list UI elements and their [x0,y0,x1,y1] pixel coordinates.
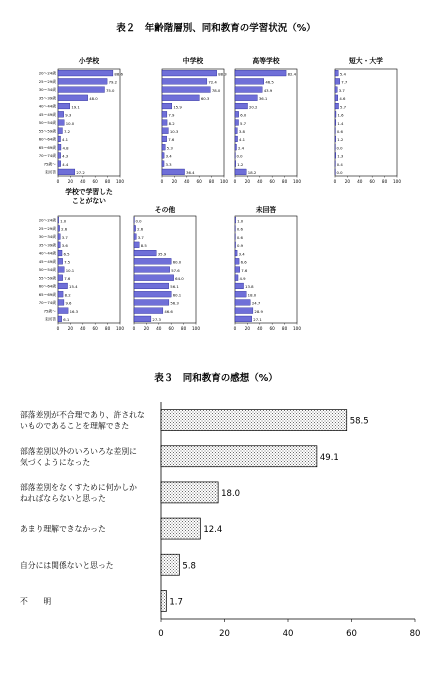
bar [162,153,164,159]
bar-value-label: 27.1 [253,317,262,323]
bar-value-label: 27.3 [152,317,161,323]
bar-value-label: 60.3 [200,96,210,102]
bar [58,234,60,240]
category-label: 35～39歳 [38,95,56,101]
panel-title: ことがない [72,197,106,205]
category-label: 60～64歳 [38,283,56,289]
bar-value-label: 9.3 [65,112,72,118]
x-tick-label: 20 [67,179,74,184]
bar-value-label: 1.2 [237,161,244,167]
bar-value-label: 3.3 [165,161,172,167]
x-tick-label: 100 [192,326,200,331]
x-tick-label: 60 [168,326,174,331]
bar [134,225,136,231]
bar-value-label: 82.4 [287,71,297,77]
bar [58,267,64,273]
bar [162,111,167,117]
panel-title: 短大・大学 [349,57,383,65]
panel-3 [234,56,302,184]
bar [235,111,239,117]
bar [335,78,340,84]
category-label: 70～74歳 [38,300,56,306]
bar [58,316,62,322]
x-tick-label: 20 [244,179,251,184]
x-tick-label: 60 [269,326,275,331]
bar [235,250,237,256]
bar [335,136,336,142]
x-tick-label: 60 [269,179,275,184]
bar-value-label: 6.1 [63,317,70,323]
bar-value-label: 4.1 [62,137,69,143]
x-tick-label: 100 [220,179,228,184]
bar-value-label: 15.4 [69,284,78,290]
x-tick-label: 100 [116,326,124,331]
bar-value-label: 2.4 [237,145,245,151]
x-tick-label: 0 [158,629,164,639]
x-tick-label: 0 [333,179,337,184]
bar [335,70,338,76]
bar [58,111,64,117]
x-tick-label: 40 [257,179,263,184]
bar [58,250,62,256]
x-tick-label: 40 [282,629,294,639]
x-tick-label: 0 [160,179,164,184]
bar-value-label: 0.0 [336,145,343,151]
bar [134,242,139,248]
bar [162,120,167,126]
bar-value-label: 0.6 [336,129,343,135]
x-tick-label: 80 [104,326,111,331]
bar-value-label: 78.0 [211,87,221,93]
x-tick-label: 100 [116,179,124,184]
bar-value-label: 7.6 [241,267,248,273]
bar [58,300,64,306]
bar-value-label: 18.0 [247,292,257,298]
x-tick-label: 20 [244,326,251,331]
bar [235,169,246,175]
bar-value-label: 57.6 [171,267,180,273]
bar-value-label: 10.3 [169,129,179,135]
bar [58,242,60,248]
category-label: 未回答 [44,169,56,175]
bar-value-label: 1.7 [169,597,183,608]
bar [235,300,250,306]
category-label: 25～29歳 [38,78,56,84]
bar-value-label: 3.7 [338,87,345,93]
bar [58,87,105,93]
x-tick-label: 40 [184,179,190,184]
panel-title: 学校で学習した [65,188,113,196]
table2-title: 表２ 年齢階層別、同和教育の学習状況（%） [116,23,316,34]
bar [335,153,336,159]
category-label: 30～34歳 [38,87,56,93]
bar-value-label: 10.0 [65,120,75,126]
bar [235,103,248,109]
bar-value-label: 4.8 [62,145,69,151]
bar [235,217,236,223]
bar [162,103,172,109]
x-tick-label: 100 [293,179,301,184]
x-tick-label: 100 [293,326,301,331]
bar-value-label: 46.6 [164,308,173,314]
bar-value-label: 8.2 [64,292,71,298]
bar [235,144,236,150]
bar-value-label: 35.9 [157,251,167,257]
bar [235,78,264,84]
bar [161,482,218,503]
bar-value-label: 5.4 [339,71,346,77]
bar-value-label: 1.4 [337,120,344,126]
bar-value-label: 58.5 [349,416,369,427]
bar-value-label: 8.2 [168,120,175,126]
category-label: 30～34歳 [38,234,56,240]
bar [161,446,317,467]
bar-value-label: 56.3 [170,300,179,306]
bar [335,111,336,117]
bar-value-label: 9.6 [65,300,72,306]
category-label: いものであることを理解できた [20,421,130,431]
category-label: 50～54歳 [38,267,56,273]
bar [162,70,217,76]
panel-7 [234,205,302,331]
bar-value-label: 48.0 [89,96,98,102]
category-label: 70～74歳 [38,153,56,159]
bar-value-label: 6.5 [63,251,70,257]
panel-frame [335,69,397,176]
bar [235,275,238,281]
bar [58,70,113,76]
x-tick-label: 100 [393,179,401,184]
bar [235,95,257,101]
bar-value-label: 4.4 [62,161,69,167]
panel-4 [334,56,402,184]
bar [134,300,169,306]
bar-value-label: 1.6 [337,112,344,118]
bar [58,217,59,223]
x-tick-label: 80 [208,179,215,184]
bar-value-label: 18.2 [247,170,257,176]
category-label: 部落差別が不合理であり、許されな [20,410,145,420]
bar-value-label: 3.4 [165,153,172,159]
category-label: ねればならないと思った [20,493,106,503]
x-tick-label: 40 [80,179,86,184]
bar [58,291,63,297]
x-tick-label: 0 [56,326,60,331]
bar [134,250,156,256]
bar [235,316,252,322]
bar-value-label: 2.6 [61,226,68,232]
bar-value-label: 15.9 [173,104,182,110]
bar-value-label: 0.0 [336,170,343,176]
x-tick-label: 60 [369,179,375,184]
bar [162,144,165,150]
bar-value-label: 60.1 [172,292,182,298]
bar-value-label: 24.7 [251,300,261,306]
bar-value-label: 6.6 [240,259,247,265]
bar [134,291,171,297]
bar [235,258,239,264]
bar [235,267,240,273]
category-label: 75歳～ [43,161,56,167]
category-label: 気づくようになった [20,457,91,467]
bar-value-label: 5.7 [340,104,347,110]
bar [235,128,237,134]
bar-value-label: 4.9 [239,276,246,282]
bar-value-label: 7.2 [63,129,71,135]
bar [134,258,171,264]
category-label: 20～24歳 [38,70,56,76]
x-tick-label: 80 [180,326,187,331]
x-tick-label: 0 [233,326,237,331]
bar-value-label: 1.2 [337,137,344,143]
bar [162,95,199,101]
bar [161,590,166,611]
bar-value-label: 13.8 [245,284,254,290]
bar-value-label: 3.7 [61,234,68,240]
bar-value-label: 46.5 [265,79,274,85]
bar-value-label: 2.6 [137,226,144,232]
x-tick-label: 0 [233,179,237,184]
category-label: 45～49歳 [38,111,56,117]
bar-value-label: 1.0 [237,218,244,224]
x-tick-label: 20 [219,629,230,639]
bar-value-label: 8.5 [140,243,147,249]
panel-1 [39,56,125,184]
bar [235,291,246,297]
bar-value-label: 0.6 [236,226,243,232]
category-label: 45～49歳 [38,258,56,264]
bar [134,316,151,322]
category-label: 75歳～ [43,308,56,314]
bar-value-label: 79.2 [108,79,118,85]
category-label: あまり理解できなかった [20,524,106,534]
bar [162,169,185,175]
table3-chart [20,402,420,639]
bar-value-label: 3.4 [238,251,245,257]
bar-value-label: 16.3 [69,308,79,314]
bar [134,267,170,273]
bar-value-label: 1.0 [60,218,67,224]
bar-value-label: 1.3 [337,153,344,159]
category-label: 60～64歳 [38,136,56,142]
bar [235,161,236,167]
bar [58,120,64,126]
panel-title: 高等学校 [252,57,280,65]
panel-2 [161,56,229,184]
panel-title: その他 [154,206,176,214]
category-label: 自分には関係ないと思った [20,560,114,570]
bar [58,128,62,134]
bar [235,136,238,142]
bar [161,518,200,539]
category-label: 55～59歳 [38,275,56,281]
bar [161,554,179,575]
bar-value-label: 36.4 [186,170,195,176]
bar [134,308,163,314]
category-label: 50～54歳 [38,120,56,126]
bar-value-label: 43.9 [263,87,273,93]
bar [134,234,136,240]
bar [58,153,61,159]
x-tick-label: 60 [92,326,98,331]
category-label: 40～44歳 [38,103,56,109]
x-tick-label: 40 [156,326,162,331]
bar [58,275,63,281]
x-tick-label: 20 [171,179,178,184]
category-label: 65～69歳 [38,291,56,297]
bar [235,70,286,76]
bar-value-label: 4.3 [62,153,69,159]
x-tick-label: 40 [257,326,263,331]
bar [58,225,60,231]
bar [58,308,68,314]
category-label: 20～24歳 [38,217,56,223]
bar-value-label: 88.6 [114,71,123,77]
bar-value-label: 56.1 [170,284,179,290]
x-tick-label: 80 [104,179,111,184]
bar-value-label: 88.3 [218,71,227,77]
bar [235,283,244,289]
x-tick-label: 0 [132,326,136,331]
bar-value-label: 7.9 [168,112,175,118]
bar-value-label: 10.1 [65,267,75,273]
bar-value-label: 5.8 [182,561,196,572]
panel-6 [133,205,201,331]
bar-value-label: 3.6 [61,243,68,249]
x-tick-label: 80 [281,179,288,184]
bar [162,136,167,142]
bar-value-label: 12.4 [203,525,223,536]
category-label: 25～29歳 [38,225,56,231]
category-label: 未回答 [44,316,56,322]
bar-value-label: 0.0 [236,153,243,159]
x-tick-label: 80 [409,629,421,639]
category-label: 部落差別をなくすために何かしか [20,482,137,492]
bar-value-label: 4.6 [339,96,346,102]
bar [134,283,169,289]
bar-value-label: 20.2 [249,104,258,110]
bar-value-label: 75.0 [106,87,115,93]
bar [335,120,336,126]
bar-value-label: 0.0 [135,218,142,224]
panel-5 [39,187,125,331]
bar-value-label: 7.5 [64,259,71,265]
bar [58,78,107,84]
category-label: 40～44歳 [38,250,56,256]
bar [235,308,253,314]
category-label: 部落差別以外のいろいろな差別に [20,446,137,456]
bar [58,258,63,264]
bar [162,128,168,134]
bar-value-label: 7.6 [168,137,175,143]
table3-title: 表３ 同和教育の感想（%） [154,373,278,384]
bar-value-label: 5.7 [240,120,247,126]
x-tick-label: 40 [357,179,363,184]
x-tick-label: 40 [80,326,86,331]
category-label: 不 明 [20,596,52,606]
bar-value-label: 3.7 [137,234,144,240]
bar-value-label: 64.0 [175,276,184,282]
bar-value-label: 19.1 [71,104,80,110]
category-label: 35～39歳 [38,242,56,248]
x-tick-label: 60 [196,179,202,184]
bar-value-label: 0.6 [236,234,243,240]
bar-value-label: 60.0 [172,259,182,265]
bar-value-label: 72.4 [208,79,217,85]
bar [58,95,88,101]
bar [58,103,70,109]
panel-title: 中学校 [182,57,204,65]
bar [335,95,338,101]
x-tick-label: 80 [281,326,288,331]
bar-value-label: 0.4 [336,161,343,167]
bar [161,410,347,431]
bar-value-label: 6.0 [240,112,247,118]
bar [162,78,207,84]
bar-value-label: 7.6 [64,276,71,282]
bar-value-label: 36.1 [258,96,268,102]
bar-value-label: 4.1 [239,137,246,143]
bar [335,87,337,93]
category-label: 55～59歳 [38,128,56,134]
bar [162,161,164,167]
bar [134,275,174,281]
bar [162,87,210,93]
x-tick-label: 20 [143,326,150,331]
bar-value-label: 7.7 [341,79,348,85]
x-tick-label: 60 [346,629,357,639]
bar [58,136,61,142]
bar-value-label: 49.1 [319,452,339,463]
bar-value-label: 5.3 [166,145,173,151]
bar [335,103,339,109]
bar-value-label: 27.2 [76,170,85,176]
bar [58,144,61,150]
x-tick-label: 60 [92,179,98,184]
bar [58,169,75,175]
bar [235,120,239,126]
bar [58,161,61,167]
panel-title: 小学校 [78,57,100,65]
panel-title: 未回答 [255,206,277,214]
bar [235,87,262,93]
bar-value-label: 28.9 [254,308,263,314]
bar [235,242,236,248]
x-tick-label: 0 [56,179,60,184]
bar [58,283,68,289]
bar-value-label: 0.9 [237,243,244,249]
x-tick-label: 80 [381,179,388,184]
category-label: 65～69歳 [38,144,56,150]
table2-panels [39,56,402,331]
x-tick-label: 20 [67,326,74,331]
x-tick-label: 20 [344,179,351,184]
bar-value-label: 18.0 [221,488,241,499]
bar-value-label: 3.8 [238,129,245,135]
